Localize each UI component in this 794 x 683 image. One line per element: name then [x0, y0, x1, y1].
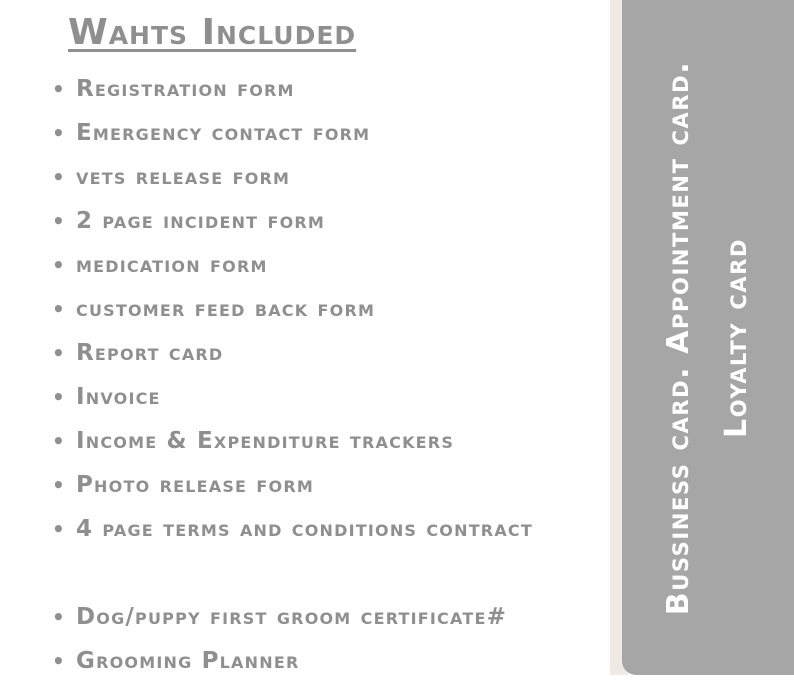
bullet-icon: • [52, 473, 66, 497]
list-item [52, 243, 608, 287]
list-item-label: Income & Expenditure trackers [76, 428, 455, 454]
list-item [52, 507, 608, 595]
page-title: Wahts Included [68, 12, 357, 53]
bullet-icon: • [52, 649, 66, 673]
list-item-label: Invoice [76, 384, 161, 410]
list-item [52, 639, 608, 683]
list-item [52, 67, 608, 111]
list-item-label: Registration form [76, 76, 295, 102]
sidebar-line-loyalty: Loyalty card [719, 237, 754, 439]
list-item [52, 287, 608, 331]
bullet-icon: • [52, 605, 66, 629]
list-item [52, 111, 608, 155]
bullet-icon: • [52, 297, 66, 321]
list-item [52, 375, 608, 419]
list-item [52, 419, 608, 463]
list-item [52, 595, 608, 639]
list-item-label: Photo release form [76, 472, 314, 498]
sidebar-text [650, 18, 766, 658]
list-item-label: Emergency contact form [76, 120, 371, 146]
list-item-label: 2 page incident form [76, 208, 326, 234]
bullet-icon: • [52, 165, 66, 189]
bullet-icon: • [52, 429, 66, 453]
bullet-icon: • [52, 77, 66, 101]
list-item [52, 331, 608, 375]
list-item [52, 463, 608, 507]
list-item-label: vets release form [76, 164, 291, 190]
sidebar-line-cards: Bussiness card. Appointment card. [661, 60, 696, 616]
list-item [52, 155, 608, 199]
bullet-icon: • [52, 121, 66, 145]
bullet-icon: • [52, 517, 66, 541]
bullet-icon: • [52, 385, 66, 409]
bullet-icon: • [52, 341, 66, 365]
list-item-label: Report card [76, 340, 224, 366]
list-item-label: 4 page terms and conditions contract [76, 516, 533, 542]
list-item-label: customer feed back form [76, 296, 376, 322]
included-list [52, 67, 608, 683]
list-item [52, 199, 608, 243]
bullet-icon: • [52, 253, 66, 277]
sidebar-banner [622, 0, 794, 675]
list-item-label: Grooming Planner [76, 648, 300, 674]
list-item-label: medication form [76, 252, 268, 278]
list-item-label: Dog/puppy first groom certificate# [76, 604, 508, 630]
bullet-icon: • [52, 209, 66, 233]
